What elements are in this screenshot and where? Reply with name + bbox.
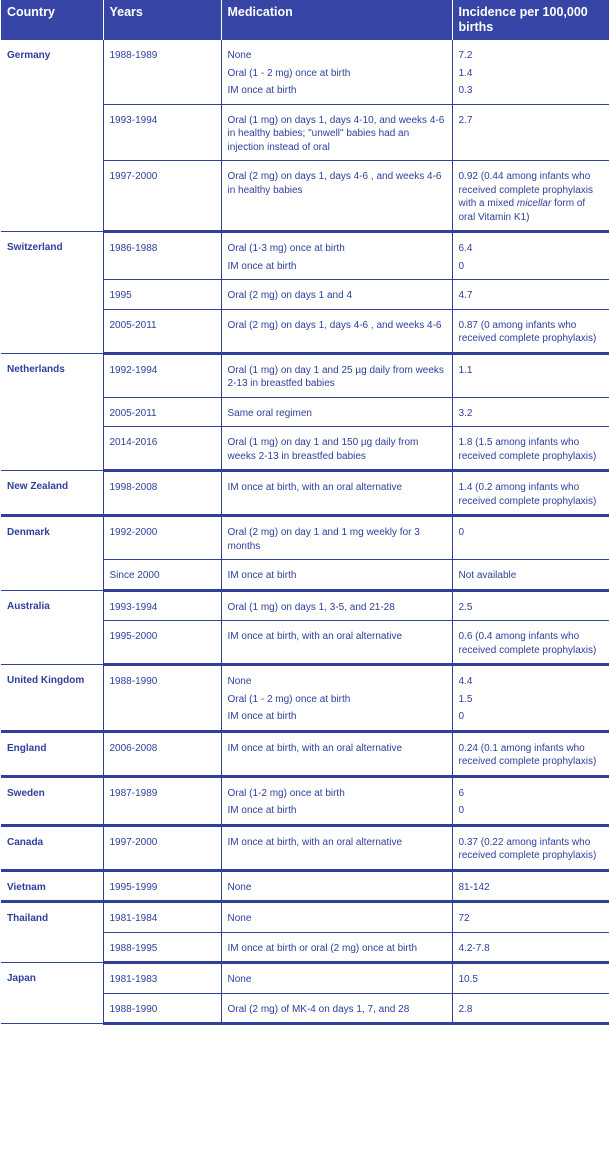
country-cell: Germany — [1, 40, 103, 232]
incidence-cell — [452, 560, 609, 591]
years-cell: Since 2000 — [103, 560, 221, 591]
country-cell: Netherlands — [1, 353, 103, 471]
incidence-line: 3.2 — [458, 407, 473, 419]
medication-line: None — [227, 974, 252, 985]
table-row — [1, 353, 609, 397]
incidence-line: 0.3 — [458, 85, 473, 96]
years-cell: 1981-1984 — [103, 902, 221, 933]
medication-cell — [221, 161, 452, 232]
country-group — [1, 665, 609, 732]
incidence-table — [1, 0, 609, 1025]
medication-cell — [221, 776, 452, 825]
medication-line: Oral (1 mg) on day 1 and 25 µg daily from weeks 2-13 in breastfed babies — [227, 364, 444, 389]
incidence-line: 1.4 (0.2 among infants who received complete prophylaxis) — [458, 482, 597, 507]
years-cell: 2005-2011 — [103, 397, 221, 427]
incidence-cell — [452, 621, 609, 665]
years-cell: 1993-1994 — [103, 104, 221, 161]
incidence-line — [459, 170, 604, 224]
country-cell: Sweden — [1, 776, 103, 825]
country-cell: Japan — [1, 963, 103, 1024]
years-cell: 2005-2011 — [103, 309, 221, 353]
incidence-cell — [452, 590, 609, 621]
years-cell: 1988-1995 — [103, 932, 221, 963]
incidence-line: 0.24 (0.1 among infants who received complete prophylaxis) — [458, 742, 597, 767]
years-cell: 1988-1990 — [103, 665, 221, 732]
medication-line: Oral (2 mg) of MK-4 on days 1, 7, and 28 — [227, 1003, 410, 1015]
medication-cell — [221, 665, 452, 732]
table-row — [1, 590, 609, 621]
medication-line: Same oral regimen — [227, 407, 312, 419]
country-cell: United Kingdom — [1, 665, 103, 732]
years-cell: 1997-2000 — [103, 825, 221, 870]
incidence-cell — [452, 516, 609, 560]
medication-cell — [221, 471, 452, 516]
incidence-cell — [452, 397, 609, 427]
table-row — [1, 471, 609, 516]
medication-cell — [221, 825, 452, 870]
medication-cell — [221, 309, 452, 353]
country-cell: England — [1, 731, 103, 776]
incidence-line: 1.1 — [458, 364, 473, 376]
table-row — [1, 40, 609, 104]
incidence-cell — [452, 104, 609, 161]
country-group — [1, 963, 609, 1024]
years-cell: 1993-1994 — [103, 590, 221, 621]
incidence-cell — [452, 309, 609, 353]
header-row — [1, 0, 609, 40]
header-country: Country — [1, 0, 103, 40]
country-group — [1, 731, 609, 776]
medication-line: Oral (2 mg) on days 1, days 4-6 , and weeks 4-6 — [227, 319, 442, 331]
years-cell: 2014-2016 — [103, 427, 221, 471]
incidence-line: 1.4 — [458, 67, 473, 79]
medication-cell — [221, 427, 452, 471]
incidence-line: 6.4 — [458, 243, 473, 254]
incidence-line: 4.2-7.8 — [458, 942, 490, 954]
medication-cell — [221, 963, 452, 994]
incidence-line: 72 — [458, 913, 470, 924]
country-group — [1, 590, 609, 665]
medication-line: None — [227, 913, 252, 924]
table-row — [1, 731, 609, 776]
medication-line: Oral (1 mg) on days 1, days 4-10, and weeks 4-6 in healthy babies; "unwell" babies had an injection instead of oral — [227, 114, 445, 153]
medication-line: Oral (2 mg) on days 1 and 4 — [227, 290, 353, 301]
years-cell: 1992-2000 — [103, 516, 221, 560]
country-group — [1, 776, 609, 825]
table-row — [1, 870, 609, 902]
incidence-cell — [452, 353, 609, 397]
table-row — [1, 902, 609, 933]
country-cell: Canada — [1, 825, 103, 870]
country-group — [1, 902, 609, 963]
medication-cell — [221, 932, 452, 963]
incidence-cell — [452, 280, 609, 310]
medication-line: None — [227, 676, 252, 687]
medication-cell — [221, 731, 452, 776]
table-header — [1, 0, 609, 40]
medication-line: IM once at birth — [227, 805, 297, 816]
country-cell: Australia — [1, 590, 103, 665]
years-cell: 1986-1988 — [103, 232, 221, 280]
country-group — [1, 353, 609, 471]
medication-line: IM once at birth, with an oral alternative — [227, 482, 403, 493]
incidence-line: 1.5 — [458, 693, 473, 705]
years-cell: 2006-2008 — [103, 731, 221, 776]
incidence-cell — [452, 40, 609, 104]
incidence-line: Not available — [458, 570, 517, 581]
medication-line: IM once at birth — [227, 570, 297, 581]
medication-cell — [221, 902, 452, 933]
incidence-cell — [452, 902, 609, 933]
incidence-line: 0.87 (0 among infants who received complete prophylaxis) — [458, 319, 597, 344]
table-row — [1, 825, 609, 870]
medication-cell — [221, 397, 452, 427]
country-group — [1, 40, 609, 232]
medication-cell — [221, 621, 452, 665]
country-group — [1, 516, 609, 591]
country-cell: Thailand — [1, 902, 103, 963]
incidence-line: 0.6 (0.4 among infants who received complete prophylaxis) — [458, 631, 597, 656]
incidence-emphasis: micellar — [516, 198, 552, 209]
incidence-cell — [452, 825, 609, 870]
years-cell: 1995 — [103, 280, 221, 310]
medication-line: Oral (1 mg) on days 1, 3-5, and 21-28 — [227, 601, 395, 613]
table-row — [1, 665, 609, 732]
incidence-line: 0 — [458, 260, 465, 272]
medication-line: IM once at birth — [227, 260, 297, 272]
incidence-cell — [452, 932, 609, 963]
incidence-cell — [452, 731, 609, 776]
medication-line: IM once at birth, with an oral alternative — [227, 631, 403, 642]
medication-cell — [221, 993, 452, 1024]
medication-cell — [221, 870, 452, 902]
country-cell: Switzerland — [1, 232, 103, 354]
incidence-line: 0 — [458, 711, 465, 722]
incidence-line: 10.5 — [458, 974, 478, 985]
medication-line: None — [227, 881, 252, 893]
medication-line: Oral (1-3 mg) once at birth — [227, 243, 345, 254]
table-row — [1, 516, 609, 560]
incidence-cell — [452, 161, 609, 232]
incidence-cell — [452, 963, 609, 994]
incidence-text: form of oral Vitamin K1) — [458, 198, 586, 223]
incidence-line: 81-142 — [458, 881, 490, 893]
incidence-line: 6 — [458, 787, 465, 799]
incidence-cell — [452, 665, 609, 732]
years-cell: 1988-1990 — [103, 993, 221, 1024]
incidence-cell — [452, 427, 609, 471]
country-group — [1, 825, 609, 870]
medication-cell — [221, 104, 452, 161]
medication-line: IM once at birth, with an oral alternative — [227, 742, 403, 754]
medication-line: IM once at birth, with an oral alternative — [227, 836, 403, 848]
country-group — [1, 471, 609, 516]
incidence-line: 2.8 — [458, 1003, 473, 1015]
medication-line: Oral (2 mg) on day 1 and 1 mg weekly for 3 months — [227, 527, 420, 552]
incidence-line: 7.2 — [458, 50, 473, 61]
years-cell: 1981-1983 — [103, 963, 221, 994]
years-cell: 1995-1999 — [103, 870, 221, 902]
incidence-cell — [452, 870, 609, 902]
incidence-text: 0.92 (0.44 among infants who received complete prophylaxis with a mixed — [458, 171, 594, 209]
incidence-cell — [452, 993, 609, 1024]
incidence-cell — [452, 232, 609, 280]
incidence-line: 4.7 — [458, 290, 473, 301]
incidence-line: 0 — [458, 805, 465, 816]
medication-line: Oral (1-2 mg) once at birth — [227, 787, 345, 799]
incidence-cell — [452, 471, 609, 516]
medication-cell — [221, 40, 452, 104]
years-cell: 1992-1994 — [103, 353, 221, 397]
table-row — [1, 232, 609, 280]
years-cell: 1987-1989 — [103, 776, 221, 825]
incidence-cell — [452, 776, 609, 825]
medication-cell — [221, 590, 452, 621]
incidence-line: 2.5 — [458, 601, 473, 613]
medication-line: IM once at birth or oral (2 mg) once at birth — [227, 942, 418, 954]
medication-cell — [221, 353, 452, 397]
medication-line: Oral (1 - 2 mg) once at birth — [227, 693, 351, 705]
medication-cell — [221, 280, 452, 310]
years-cell: 1997-2000 — [103, 161, 221, 232]
header-incidence: Incidence per 100,000 births — [452, 0, 609, 40]
country-group — [1, 232, 609, 354]
country-cell: New Zealand — [1, 471, 103, 516]
header-years: Years — [103, 0, 221, 40]
medication-line: IM once at birth — [227, 85, 297, 96]
medication-cell — [221, 232, 452, 280]
years-cell: 1988-1989 — [103, 40, 221, 104]
country-group — [1, 870, 609, 902]
country-cell: Vietnam — [1, 870, 103, 902]
medication-line: None — [227, 50, 252, 61]
medication-cell — [221, 516, 452, 560]
medication-cell — [221, 560, 452, 591]
incidence-line: 1.8 (1.5 among infants who received complete prophylaxis) — [458, 437, 597, 462]
years-cell: 1998-2008 — [103, 471, 221, 516]
medication-line: IM once at birth — [227, 711, 297, 722]
incidence-line: 2.7 — [458, 114, 473, 126]
medication-line: Oral (2 mg) on days 1, days 4-6 , and weeks 4-6 in healthy babies — [227, 171, 442, 196]
medication-line: Oral (1 - 2 mg) once at birth — [227, 67, 351, 79]
medication-line: Oral (1 mg) on day 1 and 150 µg daily from weeks 2-13 in breastfed babies — [227, 437, 419, 462]
incidence-line: 0.37 (0.22 among infants who received complete prophylaxis) — [458, 836, 597, 861]
table-row — [1, 963, 609, 994]
header-medication: Medication — [221, 0, 452, 40]
incidence-line: 0 — [458, 527, 465, 538]
country-cell: Denmark — [1, 516, 103, 591]
years-cell: 1995-2000 — [103, 621, 221, 665]
table-row — [1, 776, 609, 825]
incidence-line: 4.4 — [458, 676, 473, 687]
